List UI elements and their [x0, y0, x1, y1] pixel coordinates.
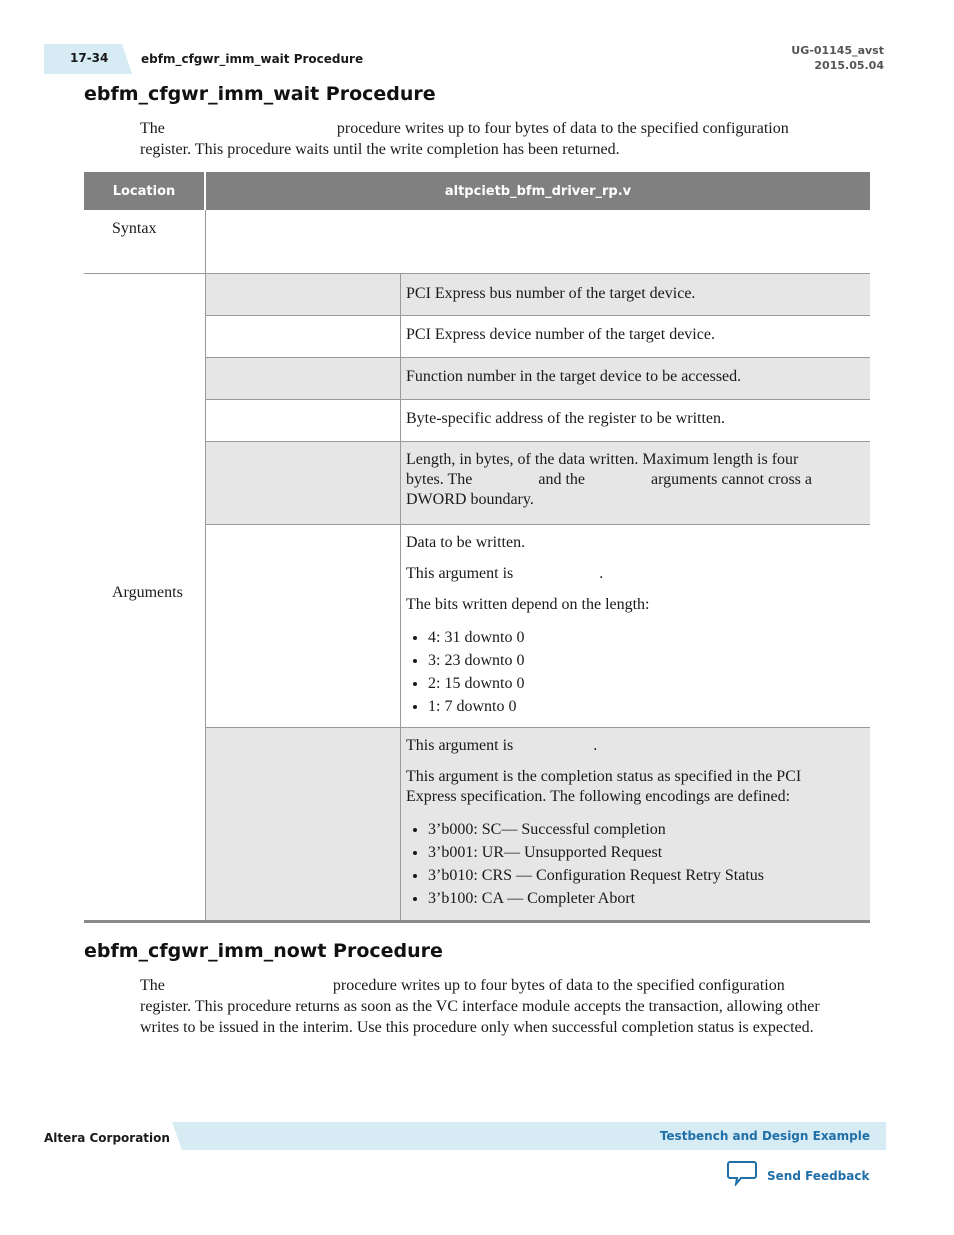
argument-row	[205, 274, 870, 315]
status-desc-p2: This argument is the completion status as specified in the PCI Express specification. The following encodings are defined:	[406, 768, 802, 805]
list-item: • 1: 7 downto 0	[428, 695, 846, 718]
data-desc-p2: This argument is .	[406, 565, 604, 582]
speech-bubble-icon	[727, 1160, 757, 1191]
list-item: • 2: 15 downto 0	[428, 672, 846, 695]
list-item: • 3’b100: CA — Completer Abort	[428, 887, 846, 910]
table-bottom-rule	[84, 920, 870, 923]
page-number: 17-34	[70, 51, 109, 65]
list-item: • 3’b010: CRS — Configuration Request Retry Status	[428, 864, 846, 887]
argument-description: Byte-specific address of the register to be written.	[406, 410, 725, 427]
arguments-label: Arguments	[112, 584, 183, 601]
argument-row	[205, 316, 870, 357]
argument-description	[406, 533, 846, 718]
column-divider	[400, 274, 401, 921]
procedure-table	[84, 172, 870, 924]
status-desc-p1: This argument is .	[406, 737, 598, 754]
intro-line1: procedure writes up to four bytes of data to the specified configuration	[336, 120, 789, 137]
list-item: • 3’b000: SC— Successful completion	[428, 818, 846, 841]
argument-row	[205, 400, 870, 441]
argument-row	[205, 358, 870, 399]
footer-company: Altera Corporation	[44, 1131, 170, 1145]
argument-description	[406, 736, 846, 910]
send-feedback-label: Send Feedback	[767, 1168, 870, 1183]
doc-id: UG-01145_avst	[791, 44, 884, 57]
footer-chapter-link[interactable]: Testbench and Design Example	[659, 1129, 870, 1143]
data-desc-p1: Data to be written.	[406, 534, 526, 551]
data-desc-p3: The bits written depend on the length:	[406, 596, 650, 613]
length-desc-line1: Length, in bytes, of the data written. Maximum length is four	[406, 451, 799, 468]
argument-row	[205, 525, 870, 727]
list-item: • 3’b001: UR— Unsupported Request	[428, 841, 846, 864]
intro-line2: register. This procedure waits until the write completion has been returned.	[140, 141, 620, 158]
bits-list	[406, 626, 846, 718]
table-header-file: altpcietb_bfm_driver_rp.v	[206, 172, 870, 210]
column-divider	[205, 210, 206, 921]
intro-lead: The	[140, 977, 165, 994]
list-item: • 4: 31 downto 0	[428, 626, 846, 649]
intro-line1: procedure writes up to four bytes of data to the specified configuration	[332, 977, 785, 994]
section-heading-nowt: ebfm_cfgwr_imm_nowt Procedure	[84, 940, 443, 962]
section-intro-nowt	[140, 975, 840, 1038]
doc-id-block	[791, 43, 884, 73]
table-header-location: Location	[84, 172, 204, 210]
intro-rest: register. This procedure returns as soon as the VC interface module accepts the transaction, allowing other writes to be issued in the interim. Use this procedure only when successful completion status is expected.	[140, 998, 820, 1036]
doc-date: 2015.05.04	[814, 59, 884, 72]
running-title: ebfm_cfgwr_imm_wait Procedure	[141, 52, 364, 66]
argument-row	[205, 728, 870, 920]
encodings-list	[406, 818, 846, 910]
section-intro-wait	[140, 118, 840, 160]
send-feedback-link[interactable]	[727, 1160, 869, 1191]
argument-row	[205, 442, 870, 524]
section-heading-wait: ebfm_cfgwr_imm_wait Procedure	[84, 83, 436, 105]
argument-description	[406, 450, 846, 510]
argument-description: Function number in the target device to be accessed.	[406, 368, 742, 385]
list-item: • 3: 23 downto 0	[428, 649, 846, 672]
intro-lead: The	[140, 120, 165, 137]
length-desc-line3: DWORD boundary.	[406, 491, 534, 508]
length-desc-line2: bytes. The and the arguments cannot cross a	[406, 471, 813, 488]
argument-description: PCI Express device number of the target device.	[406, 326, 715, 343]
syntax-label: Syntax	[112, 220, 157, 237]
argument-description: PCI Express bus number of the target device.	[406, 285, 696, 302]
